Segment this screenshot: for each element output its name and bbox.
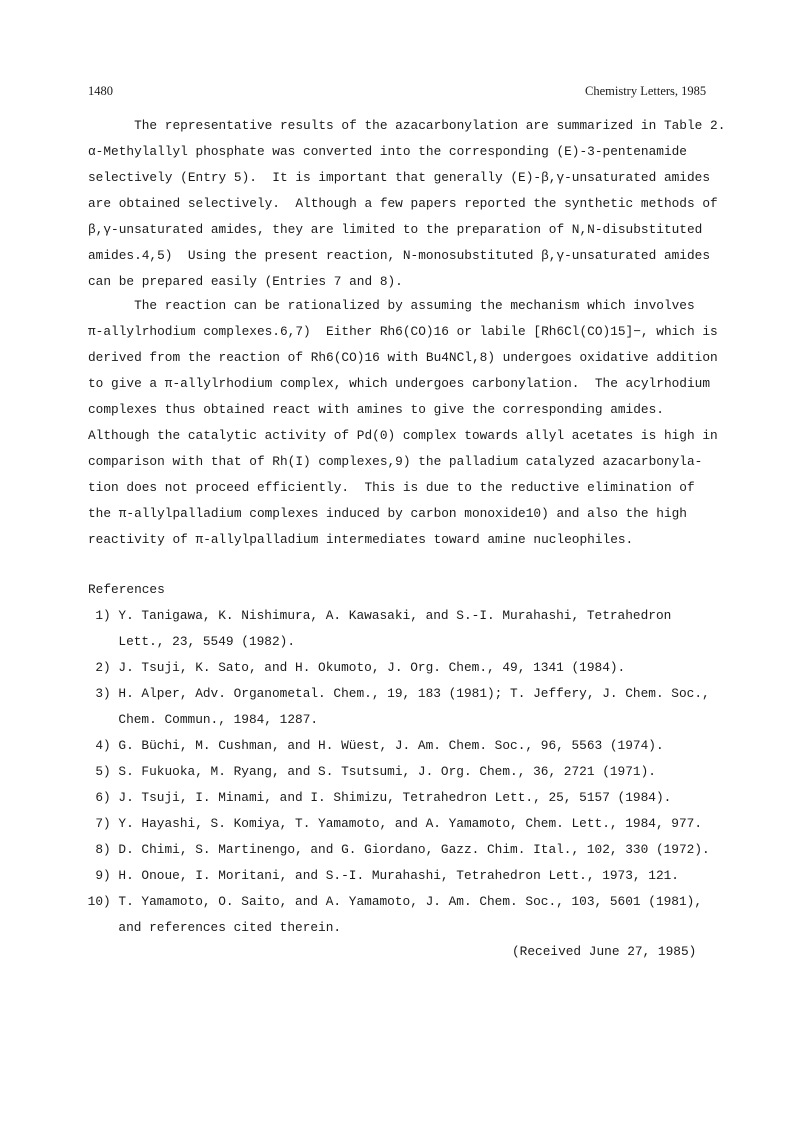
reference-line: 9) H. Onoue, I. Moritani, and S.-I. Murahashi, Tetrahedron Lett., 1973, 121. [80, 868, 679, 883]
text-line: β,γ-unsaturated amides, they are limited to the preparation of N,N-disubstituted [88, 222, 703, 237]
journal-citation: Chemistry Letters, 1985 [585, 84, 707, 98]
text-line: amides.4,5) Using the present reaction, N-monosubstituted β,γ-unsaturated amides [88, 248, 711, 263]
references-heading: References [88, 582, 165, 597]
text-line: tion does not proceed efficiently. This is due to the reductive elimination of [88, 480, 695, 495]
reference-line: 7) Y. Hayashi, S. Komiya, T. Yamamoto, and A. Yamamoto, Chem. Lett., 1984, 977. [80, 816, 703, 831]
reference-line: 6) J. Tsuji, I. Minami, and I. Shimizu, Tetrahedron Lett., 25, 5157 (1984). [80, 790, 672, 805]
text-line: selectively (Entry 5). It is important that generally (E)-β,γ-unsaturated amides [88, 170, 711, 185]
text-line: are obtained selectively. Although a few papers reported the synthetic methods of [88, 196, 718, 211]
text-line: The representative results of the azacarbonylation are summarized in Table 2. [88, 118, 726, 133]
reference-line: 8) D. Chimi, S. Martinengo, and G. Giordano, Gazz. Chim. Ital., 102, 330 (1972). [80, 842, 710, 857]
text-line: π-allylrhodium complexes.6,7) Either Rh6(CO)16 or labile [Rh6Cl(CO)15]−, which is [88, 324, 718, 339]
text-line: α-Methylallyl phosphate was converted into the corresponding (E)-3-pentenamide [88, 144, 687, 159]
text-line: Although the catalytic activity of Pd(0) complex towards allyl acetates is high in [88, 428, 718, 443]
text-line: comparison with that of Rh(I) complexes,9) the palladium catalyzed azacarbonyla- [88, 454, 703, 469]
text-line: can be prepared easily (Entries 7 and 8). [88, 274, 403, 289]
text-line: the π-allylpalladium complexes induced by carbon monoxide10) and also the high [88, 506, 687, 521]
reference-line: Chem. Commun., 1984, 1287. [80, 712, 319, 727]
received-date: (Received June 27, 1985) [512, 944, 697, 959]
page-number: 1480 [88, 84, 113, 98]
text-line: complexes thus obtained react with amines to give the corresponding amides. [88, 402, 664, 417]
reference-line: Lett., 23, 5549 (1982). [80, 634, 296, 649]
text-line: to give a π-allylrhodium complex, which undergoes carbonylation. The acylrhodium [88, 376, 711, 391]
text-line: The reaction can be rationalized by assuming the mechanism which involves [88, 298, 695, 313]
reference-line: 2) J. Tsuji, K. Sato, and H. Okumoto, J. Org. Chem., 49, 1341 (1984). [80, 660, 626, 675]
reference-line: 4) G. Büchi, M. Cushman, and H. Wüest, J. Am. Chem. Soc., 96, 5563 (1974). [80, 738, 664, 753]
reference-line: 3) H. Alper, Adv. Organometal. Chem., 19, 183 (1981); T. Jeffery, J. Chem. Soc., [80, 686, 710, 701]
text-line: reactivity of π-allylpalladium intermediates toward amine nucleophiles. [88, 532, 634, 547]
reference-line: 1) Y. Tanigawa, K. Nishimura, A. Kawasaki, and S.-I. Murahashi, Tetrahedron [80, 608, 672, 623]
text-line: derived from the reaction of Rh6(CO)16 with Bu4NCl,8) undergoes oxidative addition [88, 350, 718, 365]
reference-line: 5) S. Fukuoka, M. Ryang, and S. Tsutsumi, J. Org. Chem., 36, 2721 (1971). [80, 764, 656, 779]
reference-line: 10) T. Yamamoto, O. Saito, and A. Yamamoto, J. Am. Chem. Soc., 103, 5601 (1981), [80, 894, 703, 909]
reference-line: and references cited therein. [80, 920, 342, 935]
